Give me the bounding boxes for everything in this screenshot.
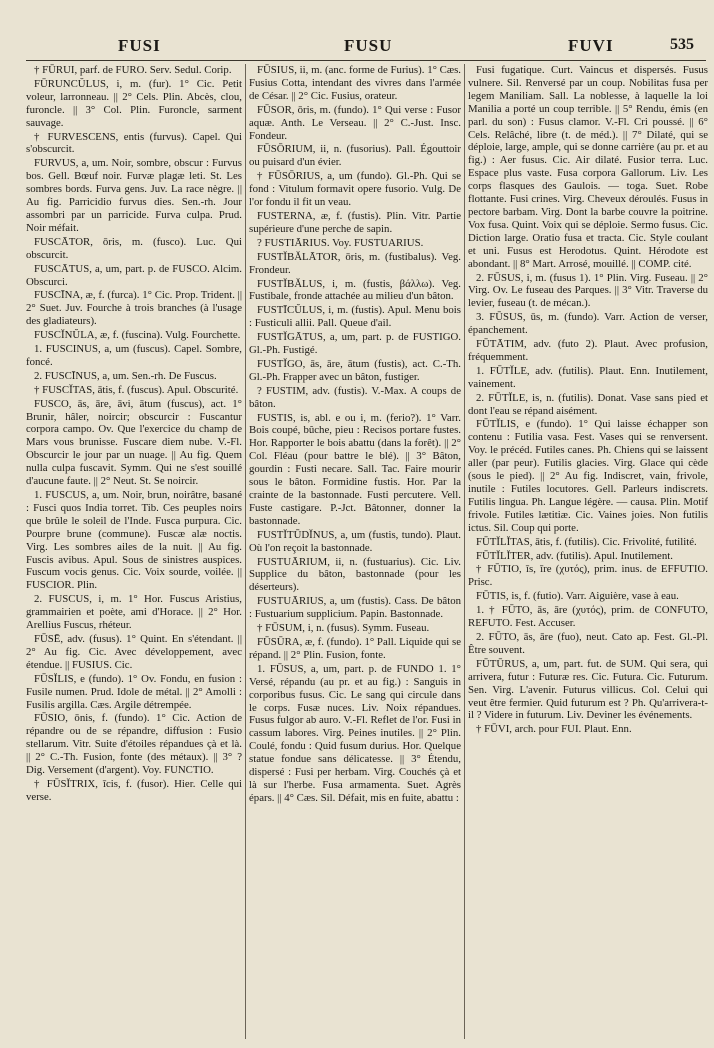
dictionary-entry: † FŪTIO, īs, īre (χυτός), prim. inus. de EFFUTIO. Prisc. (468, 563, 708, 589)
dictionary-entry: 2. FUSCĪNUS, a, um. Sen.-rh. De Fuscus. (34, 369, 217, 382)
dictionary-entry: † FŪRUI, parf. de FURO. Serv. Sedul. Corip. (34, 64, 232, 76)
dictionary-entry: FUSCĀTUS, a, um, part. p. de FUSCO. Alcim. Obscurci. (26, 262, 242, 288)
dictionary-entry: FURVUS, a, um. Noir, sombre, obscur : Furvus bos. Gell. Bœuf noir. Furvæ plagæ leti. St. Les sombres bords. Furva gens. Juv. La race nègre. || Au fig. Parricidio furvus dies. Sen.-rh. Jour assombri par un parricide. Furva culpa. Prud. Noir méfait. (26, 157, 242, 234)
dictionary-entry: FŪTĬLĬTER, adv. (futilis). Apul. Inutilement. (476, 549, 673, 562)
dictionary-entry: FŪSĒ, adv. (fusus). 1° Quint. En s'étendant. || 2° Au fig. Cic. Avec développement, avec étendue. || FUSIUS. Cic. (26, 632, 242, 671)
dictionary-entry: † FŪVI, arch. pour FUI. Plaut. Enn. (476, 723, 632, 736)
dictionary-entry: FŪTĬLIS, e (fundo). 1° Qui laisse échapper son contenu : Futilia vasa. Fest. Vases qui se renversent. Voy. le précéd. Futiles canes. Ph. Chiens qui se laissent aller (par peur). Futilis glacies. Virg. Glace qui cède (sous le pied). || 2° Au fig. Indiscret, vain, frivole, inutile : Futiles locutores. Gell. Parleurs indiscrets. Futilis lingua. Ph. Langue légère. — causa. Plin. Motif frivole. Futiles lætitiæ. Cic. Vaines joies. Non futilis ictus. Sil. Coup qui porte. (468, 418, 708, 534)
dictionary-entry: FUSTĪCŬLUS, i, m. (fustis). Apul. Menu bois : Fusticuli allii. Pall. Queue d'ail. (249, 304, 461, 330)
dictionary-entry: 1. FŪTĬLE, adv. (futilis). Plaut. Enn. Inutilement, vainement. (468, 364, 708, 390)
header-right-guideword: FUVI (568, 36, 614, 55)
dictionary-entry: ? FUSTIĀRIUS. Voy. FUSTUARIUS. (257, 236, 424, 249)
dictionary-entry: FUSTĬGO, ās, āre, ātum (fustis), act. C.-Th. Gl.-Ph. Frapper avec un bâton, fustiger. (249, 357, 461, 383)
column-3 (468, 64, 708, 1039)
dictionary-entry: † FUSCĬTAS, ātis, f. (fuscus). Apul. Obscurité. (34, 383, 239, 396)
dictionary-entry: FUSCĬNŬLA, æ, f. (fuscina). Vulg. Fourchette. (34, 329, 241, 342)
dictionary-entry: FŪSŌRIUM, ii, n. (fusorius). Pall. Égouttoir ou puisard d'un évier. (249, 143, 461, 169)
dictionary-entry: 1. FUSCINUS, a, um (fuscus). Capel. Sombre, foncé. (26, 343, 242, 368)
column-separator (245, 64, 246, 1039)
header-rule (26, 60, 706, 61)
dictionary-entry: 2. FŪTĬLE, is, n. (futilis). Donat. Vase sans pied et dont l'eau se répand aisément. (468, 391, 708, 417)
header-center-guideword: FUSU (344, 36, 393, 55)
dictionary-entry: 3. FŪSUS, ūs, m. (fundo). Varr. Action de verser, épanchement. (468, 311, 708, 337)
header-left-guideword: FUSI (118, 36, 161, 55)
dictionary-entry: FUSCĪNA, æ, f. (furca). 1° Cic. Prop. Trident. || 2° Suet. Juv. Fourche à trois branches (à l'usage des gladiateurs). (26, 289, 242, 328)
dictionary-entry: FŪSIO, ōnis, f. (fundo). 1° Cic. Action de répandre ou de se répandre, diffusion : Fusio stellarum. Vitr. Suite d'étoiles répandues çà et là. || 2° C.-Th. Fusion, fonte (des métaux). || 3° ? Dig. Versement (d'argent). Voy. FUNCTIO. (26, 712, 242, 777)
dictionary-entry: FUSCO, ās, āre, āvi, ātum (fuscus), act. 1° Brunir, hâler, noircir; obscurcir : Fuscantur corpora campo. Ov. Que l'exercice du champ de Mars vous brunisse. Fuscare diem nube. V.-Fl. Obscurcir le jour par un nuage. || Au fig. Quem nulla culpa fuscavit. Symm. Qui ne s'est souillé d'aucune faute. || 2° Neut. St. Se noircir. (26, 397, 242, 488)
dictionary-entry: FUSTUĀRIUM, ii, n. (fustuarius). Cic. Liv. Supplice du bâton, bastonnade (pour les déserteurs). (249, 555, 461, 594)
dictionary-entry: FUSTĬBĂLUS, i, m. (fustis, βάλλω). Veg. Fustibale, fronde attachée au milieu d'un bâton. (249, 277, 461, 303)
page-number: 535 (670, 36, 694, 53)
dictionary-entry: FŪTĀTIM, adv. (futo 2). Plaut. Avec profusion, fréquemment. (468, 338, 708, 363)
dictionary-entry: FŪTĬLĬTAS, ātis, f. (futilis). Cic. Frivolité, futilité. (476, 535, 697, 548)
running-header (0, 36, 714, 58)
dictionary-entry: FUSTĬGĀTUS, a, um, part. p. de FUSTIGO. Gl.-Ph. Fustigé. (249, 331, 461, 357)
dictionary-entry: FUSTERNA, æ, f. (fustis). Plin. Vitr. Partie supérieure d'une perche de sapin. (249, 209, 461, 235)
dictionary-entry: † FURVESCENS, entis (furvus). Capel. Qui s'obscurcit. (26, 130, 242, 156)
dictionary-entry: FUSTĬBĂLĀTOR, ōris, m. (fustibalus). Veg. Frondeur. (249, 250, 461, 276)
column-1 (26, 64, 242, 1039)
column-2 (249, 64, 461, 1039)
column-separator (464, 64, 465, 1039)
dictionary-entry: 1. † FŪTO, ās, āre (χυτός), prim. de CONFUTO, REFUTO. Fest. Accuser. (468, 604, 708, 630)
dictionary-entry: † FŪSŌRIUS, a, um (fundo). Gl.-Ph. Qui se fond : Vitulum formavit opere fusorio. Vulg. De l'or fondu il fit un veau. (249, 170, 461, 209)
dictionary-entry: Fusi fugatique. Curt. Vaincus et dispersés. Fusus vulnere. Sil. Renversé par un coup. Nobilitas fusa per legem Maniliam. Sall. La noblesse, à laquelle la loi Manilia a porté un coup terrible. || 5° Rendu, émis (en parl. du son) : Fusus clamor. V.-Fl. Cri poussé. || 6° Cels. Relâché, libre (t. de méd.). || 7° Dilaté, qui se déploie, large, ample, qui se donne carrière (au pr. et au fig.) : Aer fusus. Cic. Air dilaté. Fusior terra. Luc. Espace plus vaste. Fusa corpora Gallorum. Liv. Les corps flasques des Gaulois. — toga. Suet. Robe flottante. Fusi crines. Virg. Cheveux déroulés. Fusus in pectore barbam. Virg. Dont la barbe couvre la poitrine. Vox fusa. Quint. Voix qui se déploie. Sermo fusus. Cic. Diction large. Oratio fusa et tracta. Cic. Style coulant et uni. Fusus est Herodotus. Quint. Hérodote est abondant. || 8° Mart. Arrosé, mouillé. || COMP. cité. (468, 64, 708, 270)
dictionary-entry: FŪTIS, is, f. (futio). Varr. Aiguière, vase à eau. (476, 590, 679, 603)
dictionary-entry: FUSTIS, is, abl. e ou i, m. (ferio?). 1° Varr. Bois coupé, bûche, pieu : Recisos portare fustes. Hor. Rapporter le bois abattu (dans la forêt). || 2° Col. Fléau (pour battre le blé). || 3° Bâton, gourdin : Fusti necare. Sall. Tac. Faire mourir sous le bâton. Formidine fustis. Hor. Par la crainte de la bastonnade. Fusti percutere. Vell. Fuste castigare. P.-Jct. Bâtonner, donner la bastonnade. (249, 411, 461, 527)
dictionary-entry: FŪSŪRA, æ, f. (fundo). 1° Pall. Liquide qui se répand. || 2° Plin. Fusion, fonte. (249, 635, 461, 661)
dictionary-entry: 1. FŪSUS, a, um, part. p. de FUNDO 1. 1° Versé, répandu (au pr. et au fig.) : Sanguis in corporibus fusus. Cic. Le sang qui circule dans le corps. Fusæ nuces. Liv. Noix répandues. Fusus fulgor ab auro. V.-Fl. Reflet de l'or. Fusi in cassum labores. Virg. Peines inutiles. || 2° Plin. Coulé, fondu : Quid fusum durius. Hor. Quelque statue fondue sans délicatesse. || 3° Étendu, dispersé : Fusi per herbam. Virg. Couchés çà et là sur l'herbe. Fusa armamenta. Suet. Agrès épars. || 4° Cæs. Sil. Défait, mis en fuite, abattu : (249, 662, 461, 804)
dictionary-entry: 2. FUSCUS, i, m. 1° Hor. Fuscus Aristius, grammairien et poète, ami d'Horace. || 2° Hor. Arellius Fuscus, rhéteur. (26, 593, 242, 632)
dictionary-entry: FŪSOR, ōris, m. (fundo). 1° Qui verse : Fusor aquæ. Anth. Le Verseau. || 2° C.-Just. Insc. Fondeur. (249, 103, 461, 142)
dictionary-entry: † FŪSĬTRIX, īcis, f. (fusor). Hier. Celle qui verse. (26, 777, 242, 803)
dictionary-entry: FŪTŪRUS, a, um, part. fut. de SUM. Qui sera, qui arrivera, futur : Futuræ res. Cic. Futura. Cic. Futurum. Sen. Virg. L'avenir. Futurus villicus. Col. Celui qui veut être fermier. Quid futurum est ? Ph. Qu'arrivera-t-il ? Videre in futurum. Liv. Deviner les événements. (468, 657, 708, 722)
dictionary-entry: 2. FŪTO, ās, āre (fuo), neut. Cato ap. Fest. Gl.-Pl. Être souvent. (468, 630, 708, 656)
dictionary-entry: 1. FUSCUS, a, um. Noir, brun, noirâtre, basané : Fusci quos India torret. Tib. Ces peuples noirs que brûle le soleil de l'Inde. Fusca purpura. Cic. Pourpre brune (commune). Fuscæ alæ noctis. Virg. Les sombres ailes de la nuit. || Au fig. Fuscis avibus. Apul. Sous de sinistres auspices. Fuscum vocis genus. Cic. Voix sourde, voilée. || FUSCIOR. Plin. (26, 489, 242, 592)
dictionary-entry: FŪSIUS, ii, m. (anc. forme de Furius). 1° Cæs. Fusius Cotta, intendant des vivres dans l'armée de César. || 2° Cic. Fusius, orateur. (249, 64, 461, 102)
dictionary-entry: ? FUSTIM, adv. (fustis). V.-Max. A coups de bâton. (249, 384, 461, 410)
dictionary-entry: FUSTĬTŪDĬNUS, a, um (fustis, tundo). Plaut. Où l'on reçoit la bastonnade. (249, 528, 461, 554)
dictionary-entry: FŪSĬLIS, e (fundo). 1° Ov. Fondu, en fusion : Fusile numen. Prud. Idole de métal. || 2° Amolli : Fusilis argilla. Cæs. Argile détrempée. (26, 672, 242, 711)
dictionary-entry: FŪRUNCŬLUS, i, m. (fur). 1° Cic. Petit voleur, larronneau. || 2° Cels. Plin. Abcès, clou, furoncle. || 3° Col. Plin. Furoncle, sarment sauvage. (26, 77, 242, 129)
dictionary-entry: FUSCĀTOR, ōris, m. (fusco). Luc. Qui obscurcit. (26, 235, 242, 261)
dictionary-entry: 2. FŪSUS, i, m. (fusus 1). 1° Plin. Virg. Fuseau. || 2° Virg. Ov. Le fuseau des Parques. || 3° Vitr. Traverse du levier, fuseau (t. de mécan.). (468, 271, 708, 310)
dictionary-entry: FUSTUĀRIUS, a, um (fustis). Cass. De bâton : Fustuarium supplicium. Papin. Bastonnade. (249, 595, 461, 621)
dictionary-entry: † FŪSUM, i, n. (fusus). Symm. Fuseau. (257, 622, 430, 635)
